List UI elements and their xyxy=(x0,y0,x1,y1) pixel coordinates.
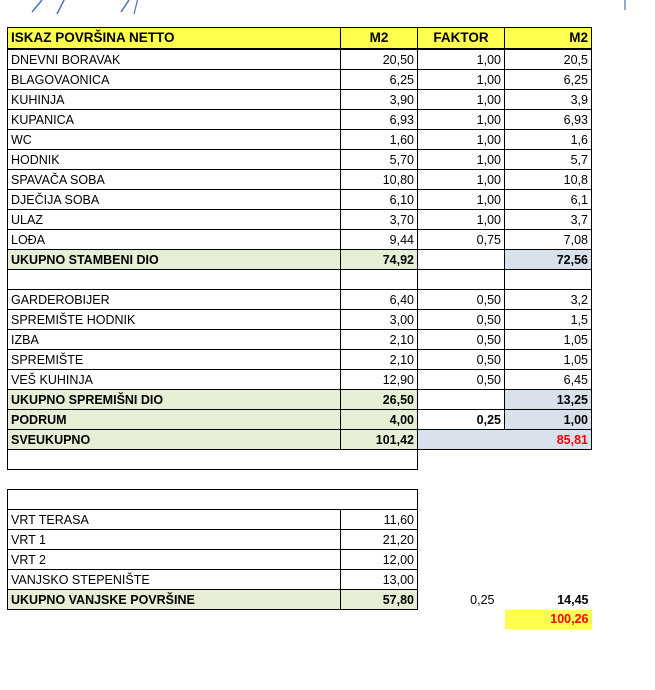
empty-cell xyxy=(418,270,505,290)
table-row xyxy=(8,550,592,570)
line-mark-icon xyxy=(118,0,132,16)
room-area: 3,90 xyxy=(341,90,418,110)
total-area: 74,92 xyxy=(341,250,418,270)
room-name: VEŠ KUHINJA xyxy=(8,370,341,390)
outdoor-area: 11,60 xyxy=(341,510,418,530)
table-row xyxy=(8,190,592,210)
sveukupno-net-area: 85,81 xyxy=(418,430,592,450)
room-area: 3,70 xyxy=(341,210,418,230)
room-area: 3,00 xyxy=(341,310,418,330)
room-net-area: 6,93 xyxy=(505,110,592,130)
podrum-row xyxy=(8,410,592,430)
sveukupno-label: SVEUKUPNO xyxy=(8,430,341,450)
empty-cell xyxy=(505,490,592,510)
table-row xyxy=(8,530,592,550)
room-name: SPREMIŠTE HODNIK xyxy=(8,310,341,330)
empty-cell xyxy=(418,250,505,270)
room-factor: 1,00 xyxy=(418,190,505,210)
line-mark-icon xyxy=(132,0,146,16)
table-row xyxy=(8,110,592,130)
area-table xyxy=(7,27,592,629)
spacer-row xyxy=(8,470,592,490)
empty-cell xyxy=(341,610,418,630)
empty-cell xyxy=(8,610,341,630)
empty-cell xyxy=(8,490,418,510)
room-area: 6,40 xyxy=(341,290,418,310)
room-area: 10,80 xyxy=(341,170,418,190)
room-net-area: 1,6 xyxy=(505,130,592,150)
outdoor-area: 13,00 xyxy=(341,570,418,590)
room-area: 20,50 xyxy=(341,49,418,70)
room-net-area: 6,25 xyxy=(505,70,592,90)
empty-cell xyxy=(418,490,505,510)
room-name: DJEČIJA SOBA xyxy=(8,190,341,210)
room-factor: 0,50 xyxy=(418,370,505,390)
empty-cell xyxy=(418,570,505,590)
sveukupno-row xyxy=(8,430,592,450)
room-name: IZBA xyxy=(8,330,341,350)
line-mark-icon xyxy=(617,0,631,16)
outdoor-name: VANJSKO STEPENIŠTE xyxy=(8,570,341,590)
podrum-factor: 0,25 xyxy=(418,410,505,430)
table-row xyxy=(8,210,592,230)
room-net-area: 3,7 xyxy=(505,210,592,230)
podrum-net-area: 1,00 xyxy=(505,410,592,430)
line-mark-icon xyxy=(55,0,69,16)
table-row xyxy=(8,70,592,90)
total-label: UKUPNO SPREMIŠNI DIO xyxy=(8,390,341,410)
room-area: 6,93 xyxy=(341,110,418,130)
empty-cell xyxy=(505,510,592,530)
room-net-area: 1,05 xyxy=(505,350,592,370)
podrum-label: PODRUM xyxy=(8,410,341,430)
table-row xyxy=(8,370,592,390)
top-edge-marks xyxy=(0,0,655,18)
room-factor: 1,00 xyxy=(418,49,505,70)
outdoor-area: 12,00 xyxy=(341,550,418,570)
room-name: ULAZ xyxy=(8,210,341,230)
total-label: UKUPNO STAMBENI DIO xyxy=(8,250,341,270)
outdoor-net-area: 14,45 xyxy=(557,592,589,607)
table-row xyxy=(8,310,592,330)
room-name: BLAGOVAONICA xyxy=(8,70,341,90)
room-factor: 1,00 xyxy=(418,110,505,130)
line-mark-icon xyxy=(30,0,44,16)
room-net-area: 6,45 xyxy=(505,370,592,390)
empty-cell xyxy=(505,470,592,490)
room-factor: 1,00 xyxy=(418,70,505,90)
room-net-area: 10,8 xyxy=(505,170,592,190)
table-row xyxy=(8,290,592,310)
room-net-area: 1,5 xyxy=(505,310,592,330)
blank-row xyxy=(8,450,592,470)
outdoor-name: VRT TERASA xyxy=(8,510,341,530)
room-factor: 0,50 xyxy=(418,310,505,330)
blank-row xyxy=(8,490,592,510)
room-name: WC xyxy=(8,130,341,150)
room-net-area: 1,05 xyxy=(505,330,592,350)
outdoor-name: VRT 1 xyxy=(8,530,341,550)
room-net-area: 7,08 xyxy=(505,230,592,250)
room-net-area: 6,1 xyxy=(505,190,592,210)
table-row xyxy=(8,350,592,370)
table-row xyxy=(8,170,592,190)
room-net-area: 3,2 xyxy=(505,290,592,310)
grand-total-row xyxy=(8,610,592,630)
vanjske-total-row xyxy=(8,590,592,610)
total-net-area: 72,56 xyxy=(505,250,592,270)
total-area: 57,80 xyxy=(341,590,418,610)
room-area: 2,10 xyxy=(341,330,418,350)
header-m2: M2 xyxy=(341,28,418,50)
table-row xyxy=(8,230,592,250)
room-name: DNEVNI BORAVAK xyxy=(8,49,341,70)
header-m2-net: M2 xyxy=(505,28,592,50)
empty-cell xyxy=(418,390,505,410)
room-net-area: 20,5 xyxy=(505,49,592,70)
empty-cell xyxy=(418,530,505,550)
room-net-area: 5,7 xyxy=(505,150,592,170)
stambeni-total-row xyxy=(8,250,592,270)
table-row xyxy=(8,570,592,590)
total-label: UKUPNO VANJSKE POVRŠINE xyxy=(8,590,341,610)
room-area: 6,25 xyxy=(341,70,418,90)
room-name: LOĐA xyxy=(8,230,341,250)
table-row xyxy=(8,510,592,530)
room-factor: 1,00 xyxy=(418,210,505,230)
table-row xyxy=(8,150,592,170)
room-area: 6,10 xyxy=(341,190,418,210)
podrum-area: 4,00 xyxy=(341,410,418,430)
empty-cell xyxy=(505,570,592,590)
empty-cell xyxy=(418,470,505,490)
spremisni-total-row xyxy=(8,390,592,410)
room-name: GARDEROBIJER xyxy=(8,290,341,310)
room-net-area: 3,9 xyxy=(505,90,592,110)
room-factor: 1,00 xyxy=(418,130,505,150)
header-name: ISKAZ POVRŠINA NETTO xyxy=(8,28,341,50)
room-area: 12,90 xyxy=(341,370,418,390)
total-net-area: 13,25 xyxy=(505,390,592,410)
room-factor: 1,00 xyxy=(418,90,505,110)
room-name: HODNIK xyxy=(8,150,341,170)
empty-cell xyxy=(8,270,341,290)
room-area: 2,10 xyxy=(341,350,418,370)
grand-total-value: 100,26 xyxy=(505,610,592,630)
table-row xyxy=(8,330,592,350)
empty-cell xyxy=(418,450,505,470)
room-name: SPAVAČA SOBA xyxy=(8,170,341,190)
header-faktor: FAKTOR xyxy=(418,28,505,50)
empty-cell xyxy=(505,550,592,570)
empty-cell xyxy=(418,610,505,630)
empty-cell xyxy=(505,530,592,550)
room-area: 1,60 xyxy=(341,130,418,150)
total-area: 26,50 xyxy=(341,390,418,410)
room-factor: 0,50 xyxy=(418,290,505,310)
room-area: 5,70 xyxy=(341,150,418,170)
room-factor: 1,00 xyxy=(418,170,505,190)
table-row xyxy=(8,90,592,110)
empty-cell xyxy=(8,450,418,470)
empty-cell xyxy=(505,270,592,290)
room-factor: 0,75 xyxy=(418,230,505,250)
empty-cell xyxy=(418,550,505,570)
table-row xyxy=(8,49,592,70)
room-factor: 0,50 xyxy=(418,350,505,370)
outdoor-name: VRT 2 xyxy=(8,550,341,570)
outdoor-area: 21,20 xyxy=(341,530,418,550)
empty-cell xyxy=(8,470,418,490)
room-area: 9,44 xyxy=(341,230,418,250)
empty-cell xyxy=(418,510,505,530)
outdoor-factor: 0,25 xyxy=(470,592,495,607)
table-row xyxy=(8,130,592,150)
blank-row xyxy=(8,270,592,290)
table-header-row xyxy=(8,28,592,50)
room-name: KUHINJA xyxy=(8,90,341,110)
sveukupno-area: 101,42 xyxy=(341,430,418,450)
room-factor: 1,00 xyxy=(418,150,505,170)
room-factor: 0,50 xyxy=(418,330,505,350)
room-name: SPREMIŠTE xyxy=(8,350,341,370)
empty-cell xyxy=(341,270,418,290)
empty-cell xyxy=(505,450,592,470)
room-name: KUPANICA xyxy=(8,110,341,130)
